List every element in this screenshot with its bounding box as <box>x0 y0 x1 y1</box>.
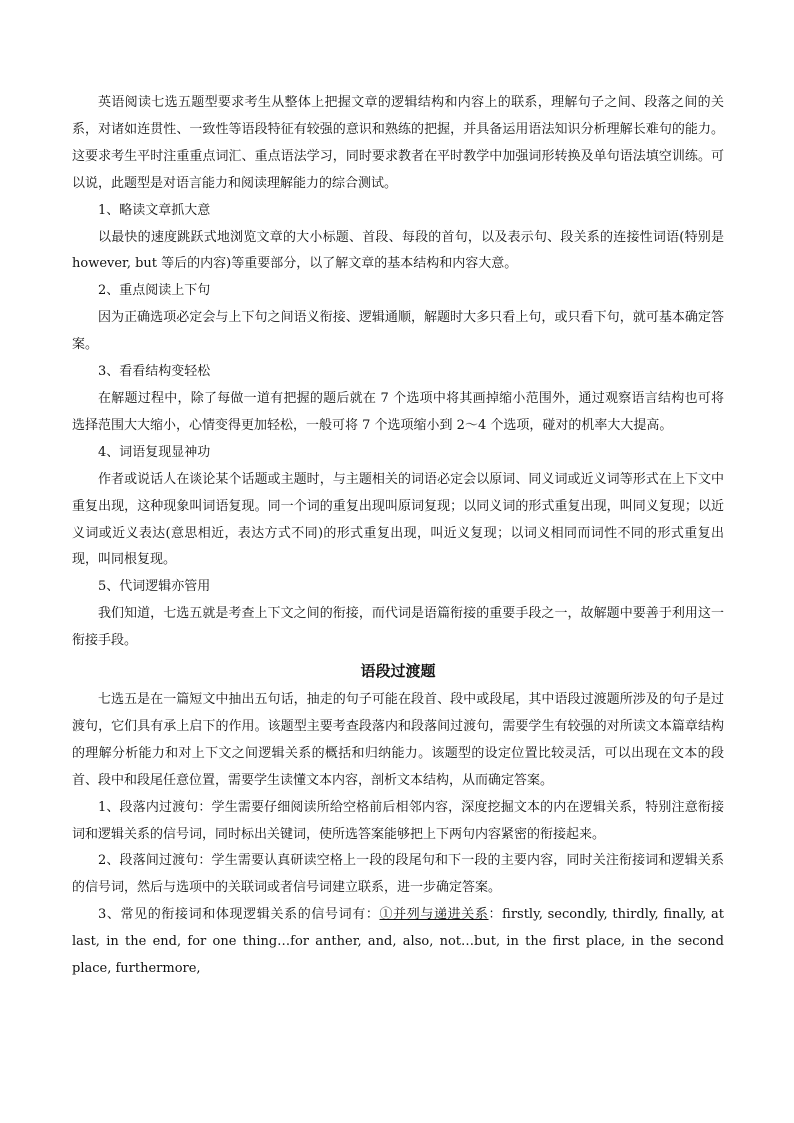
tip-body: 在解题过程中，除了每做一道有把握的题后就在 7 个选项中将其画掉缩小范围外，通过观察语言结构也可将选择范围大大缩小，心情变得更加轻松，一般可将 7 个选项缩小到 2～4 个选项，碰对的机率大大提高。 <box>72 390 724 433</box>
section-title: 语段过渡题 <box>360 662 436 681</box>
intro-paragraph: 英语阅读七选五题型要求考生从整体上把握文章的逻辑结构和内容上的联系，理解句子之间、段落之间的关系，对诸如连贯性、一致性等语段特征有较强的意识和熟练的把握，并具备运用语法知识分析理解长难句的能力。这要求考生平时注重重点词汇、重点语法学习，同时要求教者在平时教学中加强词形转换及单句语法填空训练。可以说，此题型是对语言能力和阅读理解能力的综合测试。 <box>72 95 724 191</box>
tip-heading: 2、重点阅读上下句 <box>98 283 211 299</box>
point-3-suffix: ：firstly, secondly, thirdly, finally, at last, in the end, for one thing…for anther, and, also, not…but, in the first place, in the second place, furthermore, <box>72 907 724 977</box>
section-point-2: 2、段落间过渡句：学生需要认真研读空格上一段的段尾句和下一段的主要内容，同时关注衔接词和逻辑关系的信号词，然后与选项中的关联词或者信号词建立联系，进一步确定答案。 <box>72 853 724 896</box>
tip-body: 以最快的速度跳跃式地浏览文章的大小标题、首段、每段的首句，以及表示句、段关系的连接性词语(特别是 however, but 等后的内容)等重要部分，以了解文章的基本结构和内容大意。 <box>72 229 724 272</box>
point-3-marker: ①并列与递进关系 <box>379 907 489 923</box>
section-point-3 <box>72 902 724 983</box>
tip-heading: 1、略读文章抓大意 <box>98 202 211 218</box>
tip-heading: 5、代词逻辑亦管用 <box>98 579 211 595</box>
point-3-prefix: 3、常见的衔接词和体现逻辑关系的信号词有： <box>98 907 380 923</box>
section-point-1: 1、段落内过渡句：学生需要仔细阅读所给空格前后相邻内容，深度挖掘文本的内在逻辑关系，特别注意衔接词和逻辑关系的信号词，同时标出关键词，使所选答案能够把上下两句内容紧密的衔接起来。 <box>72 799 724 842</box>
document-page <box>72 90 724 983</box>
tip-heading: 4、词语复现显神功 <box>98 444 211 460</box>
tip-body: 因为正确选项必定会与上下句之间语义衔接、逻辑通顺，解题时大多只看上句，或只看下句，就可基本确定答案。 <box>72 310 724 353</box>
tip-body: 作者或说话人在谈论某个话题或主题时，与主题相关的词语必定会以原词、同义词或近义词等形式在上下文中重复出现，这种现象叫词语复现。同一个词的重复出现叫原词复现；以同义词的形式重复出现，叫同义复现；以近义词或近义表达(意思相近，表达方式不同)的形式重复出现，叫近义复现；以词义相同而词性不同的形式重复出现，叫同根复现。 <box>72 471 724 568</box>
section-intro: 七选五是在一篇短文中抽出五句话，抽走的句子可能在段首、段中或段尾，其中语段过渡题所涉及的句子是过渡句，它们具有承上启下的作用。该题型主要考查段落内和段落间过渡句，需要学生有较强的对所读文本篇章结构的理解分析能力和对上下文之间逻辑关系的概括和归纳能力。该题型的设定位置比较灵活，可以出现在文本的段首、段中和段尾任意位置，需要学生读懂文本内容，剖析文本结构，从而确定答案。 <box>72 692 724 788</box>
tip-body: 我们知道，七选五就是考查上下文之间的衔接，而代词是语篇衔接的重要手段之一，故解题中要善于利用这一衔接手段。 <box>72 606 724 649</box>
tip-heading: 3、看看结构变轻松 <box>98 364 211 380</box>
